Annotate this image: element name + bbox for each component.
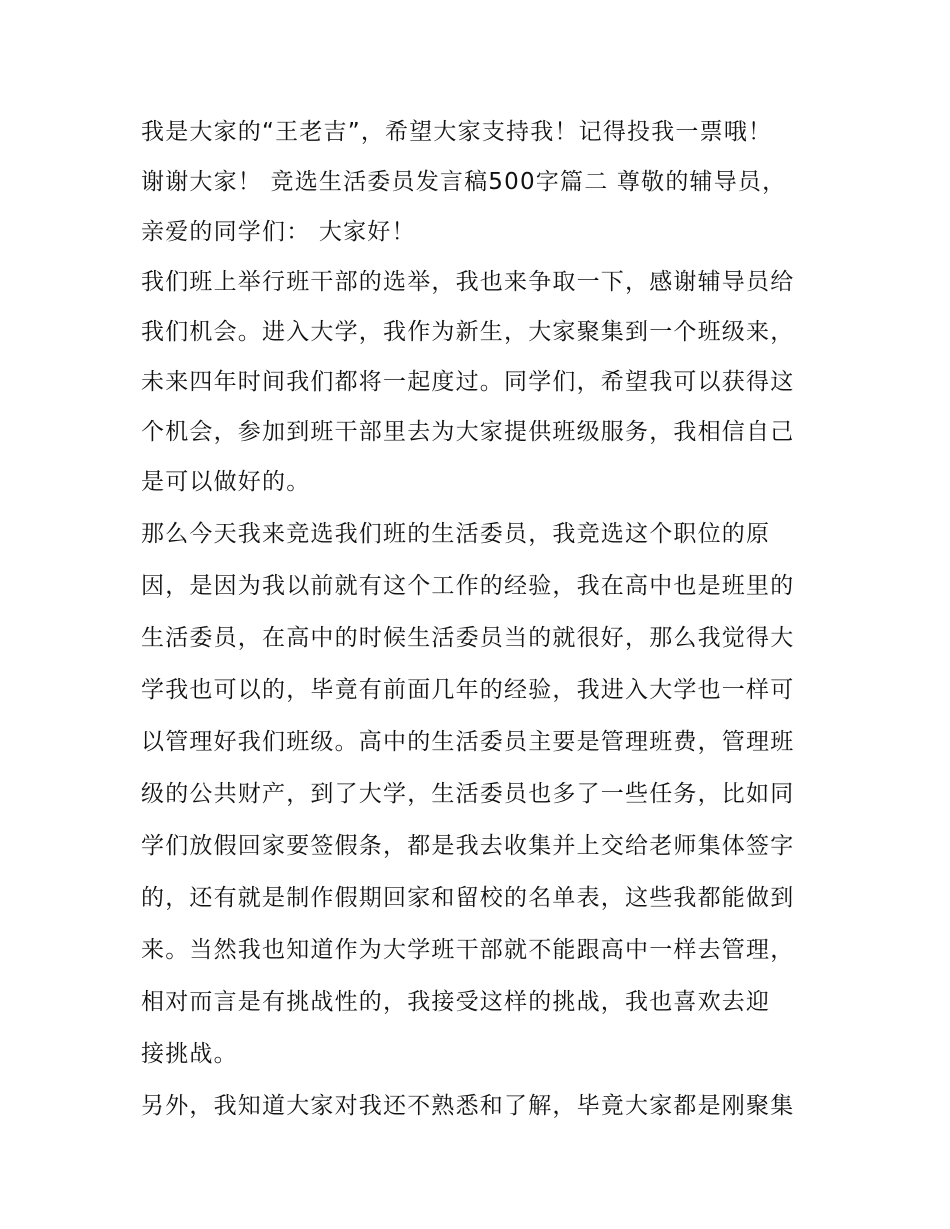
text-line: 学我也可以的，毕竟有前面几年的经验，我进入大学也一样可 <box>141 677 795 703</box>
text-line: 未来四年时间我们都将一起度过。同学们，希望我可以获得这 <box>141 369 795 395</box>
text-line: 相对而言是有挑战性的，我接受这样的挑战，我也喜欢去迎 <box>141 989 771 1015</box>
text-line: 学们放假回家要签假条，都是我去收集并上交给老师集体签字 <box>141 833 795 859</box>
text-line: 另外，我知道大家对我还不熟悉和了解，毕竟大家都是刚聚集 <box>141 1093 795 1119</box>
text-line: 生活委员，在高中的时候生活委员当的就很好，那么我觉得大 <box>141 625 795 651</box>
text-line: 谢谢大家！ 竞选生活委员发言稿500字篇二 尊敬的辅导员， <box>141 169 787 195</box>
text-line: 是可以做好的。 <box>141 469 311 495</box>
text-line: 来。当然我也知道作为大学班干部就不能跟高中一样去管理， <box>141 937 795 963</box>
text-line: 那么今天我来竞选我们班的生活委员，我竞选这个职位的原 <box>141 521 771 547</box>
text-line: 因，是因为我以前就有这个工作的经验，我在高中也是班里的 <box>141 573 795 599</box>
text-line: 亲爱的同学们： 大家好！ <box>141 219 416 245</box>
text-line: 接挑战。 <box>141 1041 238 1067</box>
text-line: 个机会，参加到班干部里去为大家提供班级服务，我相信自己 <box>141 419 795 445</box>
text-line: 级的公共财产，到了大学，生活委员也多了一些任务，比如同 <box>141 781 795 807</box>
text-line: 以管理好我们班级。高中的生活委员主要是管理班费，管理班 <box>141 729 795 755</box>
text-line: 我们机会。进入大学，我作为新生，大家聚集到一个班级来， <box>141 319 795 345</box>
text-line: 我们班上举行班干部的选举，我也来争取一下，感谢辅导员给 <box>141 269 795 295</box>
text-line: 的，还有就是制作假期回家和留校的名单表，这些我都能做到 <box>141 885 795 911</box>
text-line: 我是大家的“王老吉”，希望大家支持我！记得投我一票哦！ <box>141 119 773 145</box>
